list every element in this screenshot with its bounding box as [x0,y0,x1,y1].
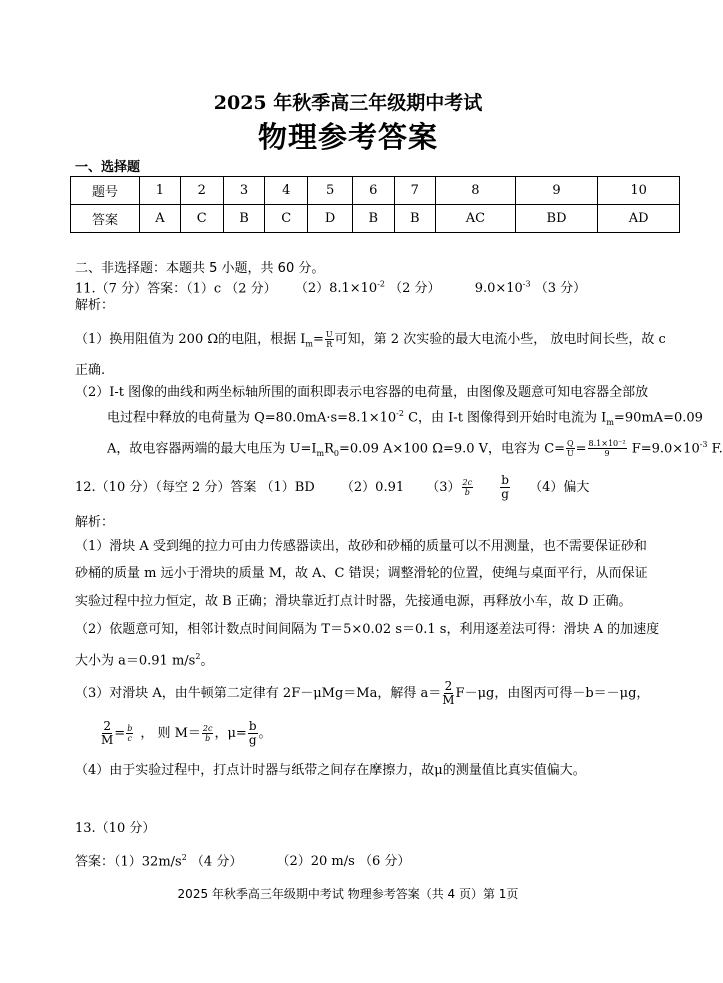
q11-part3-score: （3 分） [530,281,587,297]
fraction-denominator: g [248,733,257,747]
fraction-denominator: M [442,693,455,707]
q12-sol-line5-text: 大小为 a＝0.91 m/s [75,653,196,669]
q12-sol-line7-fraction-2c-b [202,724,214,743]
q12-fraction-2c-b [462,478,474,497]
q11-sol1-text: （1）换用阻值为 200 Ω的电阻，根据 I [75,332,306,347]
q11-sol2-l3-text3: F=9.0×10 [627,441,700,457]
q12-sol-line5 [75,648,213,670]
q11-sol2-l3-text4: F. [707,441,723,457]
page-footer: 2025 年秋季高三年级期中考试 物理参考答案（共 4 页）第 1页 [177,887,519,901]
q11-sol1-line2: 正确. [75,363,106,378]
fraction-denominator: R [326,340,333,349]
q11-sol2-line1: （2）I-t 图像的曲线和两坐标轴所围的面积即表示电容器的电荷量，由图像及题意可知电容器全部放 [75,385,649,400]
q12-sol-line6 [75,680,649,707]
q12-sol-line7 [100,720,272,747]
fraction-numerator: Q [567,439,574,449]
table-cell: AD [598,205,680,233]
fraction-denominator: U [566,449,574,459]
fraction-denominator: b [464,488,470,497]
table-cell: 3 [223,177,264,205]
q11-part2-score: （2 分） [385,281,441,297]
q11-sol1-fraction [325,330,334,349]
q11-part3-value: 9.0×10 [474,281,523,297]
answer-table [70,176,680,233]
q11-part3 [475,281,586,296]
q11-analysis-label: 解析： [75,298,115,313]
fraction-numerator: U [325,330,333,339]
q11-sol2-l3-eq: = [575,441,587,457]
fraction-denominator: 9 [604,449,610,459]
q11-part2 [295,281,441,296]
q11-sol2-l3-text2: =0.09 A×100 Ω=9.0 V，电容为 C= [339,441,566,457]
q13-part1: 答案：（1）32m/s [75,854,182,870]
section-choice-heading: 一、选择题 [75,160,141,175]
table-cell: BD [515,205,597,233]
q11-sol2-exp: -2 [396,409,404,418]
fraction-denominator: c [127,734,132,743]
q11-answer-line [75,276,586,298]
fraction-denominator: g [501,487,509,501]
q12-sol-line2: 砂桶的质量 m 远小于滑块的质量 M，故 A、C 错误；调整滑轮的位置，使绳与桌面平行，从而保证 [75,566,648,581]
q12-part4: （4）偏大 [529,480,590,495]
q11-part2-value: （2）8.1×10 [294,281,378,297]
q12-answer-line [75,474,589,501]
q12-analysis-label: 解析： [75,515,115,530]
table-cell: AC [436,205,516,233]
q12-part3: （3） [426,480,461,495]
q12-fraction-b-g [500,474,510,501]
table-cell: 7 [394,177,435,205]
q12-sol-line5-end: 。 [200,653,214,669]
q12-sol-line6-text: （3）对滑块 A，由牛顿第二定律有 2F－μMg＝Ma，解得 a＝ [75,686,442,701]
table-header-cell: 答案 [71,205,140,233]
table-cell: B [223,205,264,233]
table-cell: 4 [265,177,308,205]
q12-sol-line1: （1）滑块 A 受到绳的拉力可由力传感器读出，故砂和砂桶的质量可以不用测量，也不需要保证砂和 [75,539,647,554]
q11-sol2-l3-sub-0: 0 [333,448,339,458]
q11-sol2-fraction-value [588,439,627,458]
q11-sol2-text: 电过程中释放的电荷量为 Q=80.0mA·s=8.1×10 [107,410,397,426]
q11-sol2-text2: C，由 I-t 图像得到开始时电流为 I [403,410,607,426]
q11-sol2-line3 [107,436,723,463]
q11-sol1-eq: = [313,332,324,347]
q12-sol-line7-mu: ，μ= [214,726,247,741]
fraction-denominator: M [101,733,114,747]
exam-title: 2025 年秋季高三年级期中考试 [213,92,483,114]
q12-head: 12.（10 分）（每空 2 分）答案 （1）BD [75,480,315,495]
q11-sol2-l3-text: A，故电容器两端的最大电压为 U=I [107,441,317,457]
table-cell: 8 [436,177,516,205]
q12-sol-line5-exp: 2 [195,652,201,661]
table-cell: 2 [180,177,223,205]
q11-sol2-line2 [107,405,703,432]
section-nonchoice-heading: 二、非选择题：本题共 5 小题，共 60 分。 [75,261,325,276]
q11-part2-exp: -2 [377,280,385,289]
q11-sol1-sub: m [305,339,313,349]
fraction-numerator: 2c [202,724,213,733]
table-cell: A [140,205,181,233]
fraction-numerator: b [127,724,133,733]
q11-part3-exp: -3 [522,280,531,289]
q12-sol-line8: （4）由于实验过程中，打点计时器与纸带之间存在摩擦力，故μ的测量值比真实值偏大。 [75,763,586,778]
q12-sol-line7-eq: = [114,726,126,741]
table-row [71,205,680,233]
q12-sol-line7-fraction-2-m [101,720,113,747]
fraction-numerator: 8.1×10⁻² [588,439,626,449]
table-row [71,177,680,205]
q11-sol1-text2: 可知，第 2 次实验的最大电流小些， 放电时间长些，故 c [334,332,666,347]
table-cell: B [353,205,394,233]
fraction-numerator: b [501,473,509,487]
fraction-numerator: 2 [444,679,453,693]
q11-sol2-text3: =90mA=0.09 [613,410,703,426]
table-cell: B [394,205,435,233]
q13-head: 13.（10 分） [75,821,156,836]
q11-sol2-l3-r: R [324,441,334,457]
q12-sol-line6-fraction [442,680,454,707]
table-cell: C [180,205,223,233]
q13-part2: （2）20 m/s （6 分） [276,854,411,870]
fraction-numerator: 2 [103,719,111,733]
q11-head: 11.（7 分）答案：（1）c （2 分） [75,281,277,297]
table-cell: 1 [140,177,181,205]
q12-part2: （2）0.91 [340,480,405,495]
q11-sol2-l3-sub-m: m [316,448,325,458]
table-cell: 9 [515,177,597,205]
q13-part1-score: （4 分） [186,854,243,870]
table-cell: 10 [598,177,680,205]
q13-part1-exp: 2 [181,853,187,862]
fraction-denominator: b [205,734,211,743]
page-title: 物理参考答案 [257,120,438,154]
q12-sol-line3: 实验过程中拉力恒定，故 B 正确；滑块靠近打点计时器，先接通电源，再释放小车，故 D 正确。 [75,594,632,609]
q12-sol-line7-fraction-b-c [126,724,133,743]
q12-sol-line7-fraction-b-g [248,720,258,747]
table-cell: 6 [353,177,394,205]
q12-sol-line7-end: 。 [258,726,272,741]
q11-sol2-sub: m [606,417,614,427]
table-cell: 5 [308,177,353,205]
q11-sol2-fraction-qu [566,439,575,458]
table-header-cell: 题号 [71,177,140,205]
q11-sol2-l3-exp: -3 [699,440,708,449]
q12-sol-line6-text2: F－μg，由图丙可得－b＝－μg， [455,686,650,701]
q12-sol-line7-text: ， 则 M＝ [140,726,201,741]
q12-sol-line4: （2）依题意可知，相邻计数点时间间隔为 T＝5×0.02 s＝0.1 s，利用逐差法可得：滑块 A 的加速度 [75,622,660,637]
table-cell: D [308,205,353,233]
q11-sol1-line1 [75,330,666,354]
fraction-numerator: 2c [462,478,473,487]
table-cell: C [265,205,308,233]
fraction-numerator: b [248,719,257,733]
q13-answer-line [75,849,410,871]
